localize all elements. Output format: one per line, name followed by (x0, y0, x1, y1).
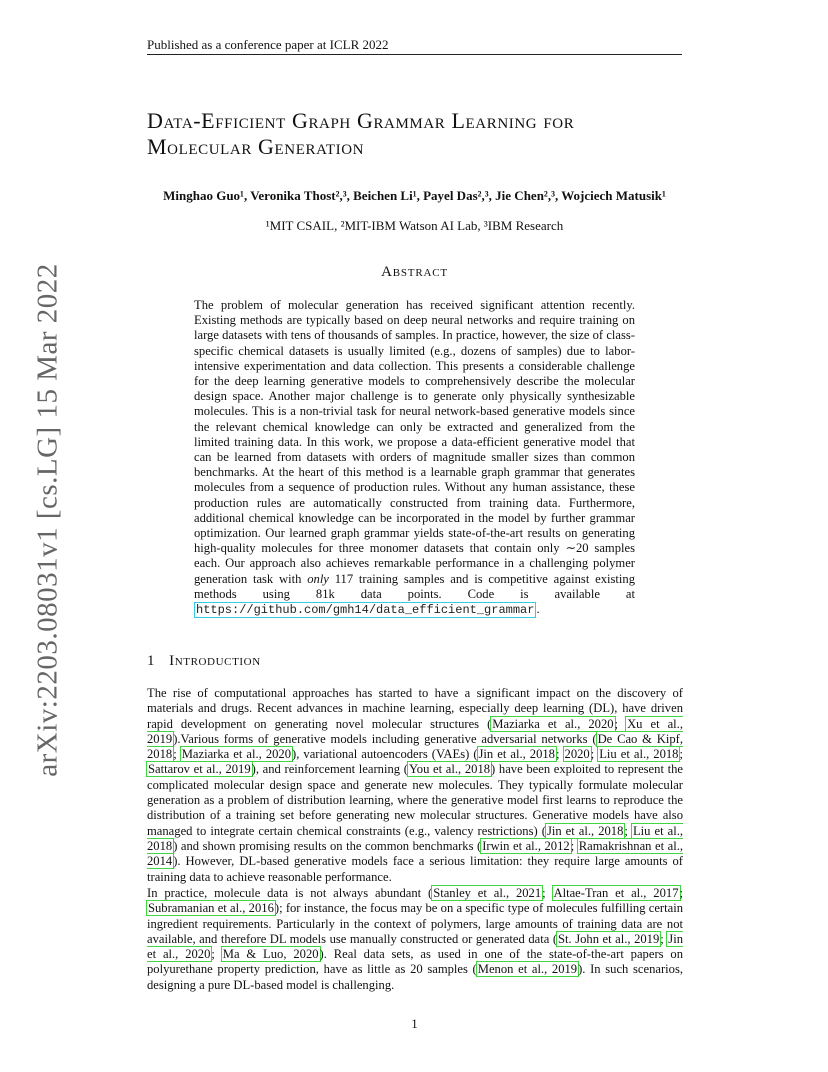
abstract-text: The problem of molecular generation has received significant attention recently. Existing methods are typically based on deep neural networks and require training on large datasets with tens of thousands of samples. In practice, however, the size of class-specific chemical datasets is usually limited (e.g., dozens of samples) due to labor-intensive experimentation and data collection. This presents a considerable challenge for the deep learning generative models to comprehensively describe the molecular design space. Another major challenge is to generate only physically synthesizable molecules. This is a non-trivial task for neural network-based generative models since the relevant chemical knowledge can only be extracted and generalized from the limited training data. In this work, we propose a data-efficient generative model that can be learned from datasets with orders of magnitude smaller sizes than common benchmarks. At the heart of this method is a learnable graph grammar that generates molecules from a sequence of production rules. Without any human assistance, these production rules are automatically constructed from training data. Furthermore, additional chemical knowledge can be incorporated in the model by further grammar optimization. Our learned graph grammar yields state-of-the-art results on generating high-quality molecules for three monomer datasets that contain only ∼20 samples each. Our approach also achieves remarkable performance in a challenging polymer generation task with (194, 298, 635, 586)
paragraph-text: ; (624, 823, 632, 838)
citation-link[interactable]: Jin et al., 2020 (147, 931, 683, 962)
paragraph-text: ; (542, 886, 553, 900)
author-list: Minghao Guo¹, Veronika Thost²,³, Beichen Li¹, Payel Das²,³, Jie Chen²,³, Wojciech Matusik¹ (163, 188, 666, 203)
running-header: Published as a conference paper at ICLR 2022 (147, 37, 389, 52)
citation-link[interactable]: Liu et al., 2018 (147, 823, 683, 853)
title-line-1: Data-Efficient Graph Grammar Learning for (147, 108, 575, 133)
paragraph-text: ) have been exploited to represent the complicated molecular design space and generate new molecules. They typically formulate molecular generation as a problem of distribution learning, where the generative model first learns to reproduce the distribution of a training set before generating new molecular structures. Generative models have also managed to integrate certain chemical constraints (e.g., valency restrictions) ( (147, 762, 684, 838)
paragraph-text: ; (173, 747, 181, 762)
paragraph-text: ; (555, 747, 564, 762)
section-title: Introduction (169, 653, 261, 669)
intro-paragraph-2 (147, 886, 683, 993)
paragraph-text: ; (211, 947, 222, 962)
title-line-2: Molecular Generation (147, 134, 365, 159)
arxiv-sidebar (28, 263, 68, 777)
citation-link[interactable]: St. John et al., 2019 (558, 931, 660, 946)
citation-link[interactable]: Xu et al., 2019 (147, 716, 683, 746)
citation-link[interactable]: Jin et al., 2018 (546, 823, 624, 838)
citation-link[interactable]: Stanley et al., 2021 (433, 886, 542, 900)
paragraph-text: ) and shown promising results on the common benchmarks ( (173, 838, 482, 853)
citation-link[interactable]: You et al., 2018 (408, 762, 491, 777)
abstract-emphasis: only (307, 571, 329, 586)
citation-link[interactable]: Irwin et al., 2012 (482, 838, 570, 853)
citation-link[interactable]: Menon et al., 2019 (477, 962, 578, 977)
paragraph-text: ), variational autoencoders (VAEs) ( (292, 747, 478, 762)
paragraph-text: ; (570, 838, 578, 853)
citation-link[interactable]: Altae-Tran et al., 2017 (553, 886, 679, 900)
paragraph-text: ; (679, 886, 683, 900)
paragraph-text: ), and reinforcement learning ( (251, 762, 408, 777)
citation-link[interactable]: Sattarov et al., 2019 (148, 762, 251, 777)
paragraph-text: ).Various forms of generative models including generative adversarial networks ( (173, 731, 597, 746)
citation-link[interactable]: Subramanian et al., 2016 (148, 901, 274, 916)
abstract-text-tail: 117 training samples and is competitive against existing methods using 81k data points. Code is available at (194, 571, 635, 601)
paragraph-text: ). In such scenarios, designing a pure DL-based model is challenging. (147, 962, 683, 992)
citation-link[interactable]: 2020 (564, 747, 590, 762)
section-heading-introduction (147, 653, 275, 670)
citation-link[interactable]: Jin et al., 2018 (478, 747, 555, 762)
abstract-heading: Abstract (381, 264, 448, 280)
page-number: 1 (411, 1016, 418, 1031)
paragraph-text: ; (660, 931, 668, 946)
citation-link[interactable]: De Cao & Kipf, 2018 (147, 731, 683, 762)
abstract-body (194, 298, 635, 618)
paragraph-text: The rise of computational approaches has started to have a significant impact on the discovery of materials and drugs. Recent advances in machine learning, especially deep learning (DL), have driven rapid development on generating novel molecular structures ( (147, 686, 683, 731)
code-url-link[interactable]: https://github.com/gmh14/data_efficient_grammar (196, 603, 535, 618)
citation-link[interactable]: Ma & Luo, 2020 (222, 947, 319, 962)
affiliations: ¹MIT CSAIL, ²MIT-IBM Watson AI Lab, ³IBM Research (265, 218, 564, 233)
paragraph-text: ). However, DL-based generative models face a serious limitation: they require large amounts of training data to achieve reasonable performance. (147, 854, 683, 884)
paragraph-text: ; (614, 716, 627, 731)
header-rule (147, 54, 682, 55)
citation-link[interactable]: Liu et al., 2018 (599, 747, 679, 762)
citation-link[interactable]: Maziarka et al., 2020 (492, 716, 614, 731)
paper-title (147, 108, 707, 160)
paragraph-text: In practice, molecule data is not always abundant ( (147, 886, 433, 900)
paragraph-text: ). Real data sets, as used in one of the state-of-the-art papers on polyurethane property prediction, have as little as 20 samples ( (147, 947, 683, 977)
paragraph-text: ; (679, 747, 683, 762)
arxiv-identifier: arXiv:2203.08031v1 [cs.LG] 15 Mar 2022 (31, 263, 64, 777)
section-number: 1 (147, 653, 156, 669)
intro-paragraph-1 (147, 686, 683, 885)
paragraph-text: ); for instance, the focus may be on a specific type of molecules fulfilling certain ingredient requirements. Particularly in the context of polymers, large amounts of training data are not available, and therefore DL models use manually constructed or generated data ( (147, 901, 684, 946)
paragraph-text: ; (590, 747, 599, 762)
citation-link[interactable]: Ramakrishnan et al., 2014 (147, 838, 683, 869)
citation-link[interactable]: Maziarka et al., 2020 (181, 747, 292, 762)
abstract-end: . (536, 602, 540, 617)
